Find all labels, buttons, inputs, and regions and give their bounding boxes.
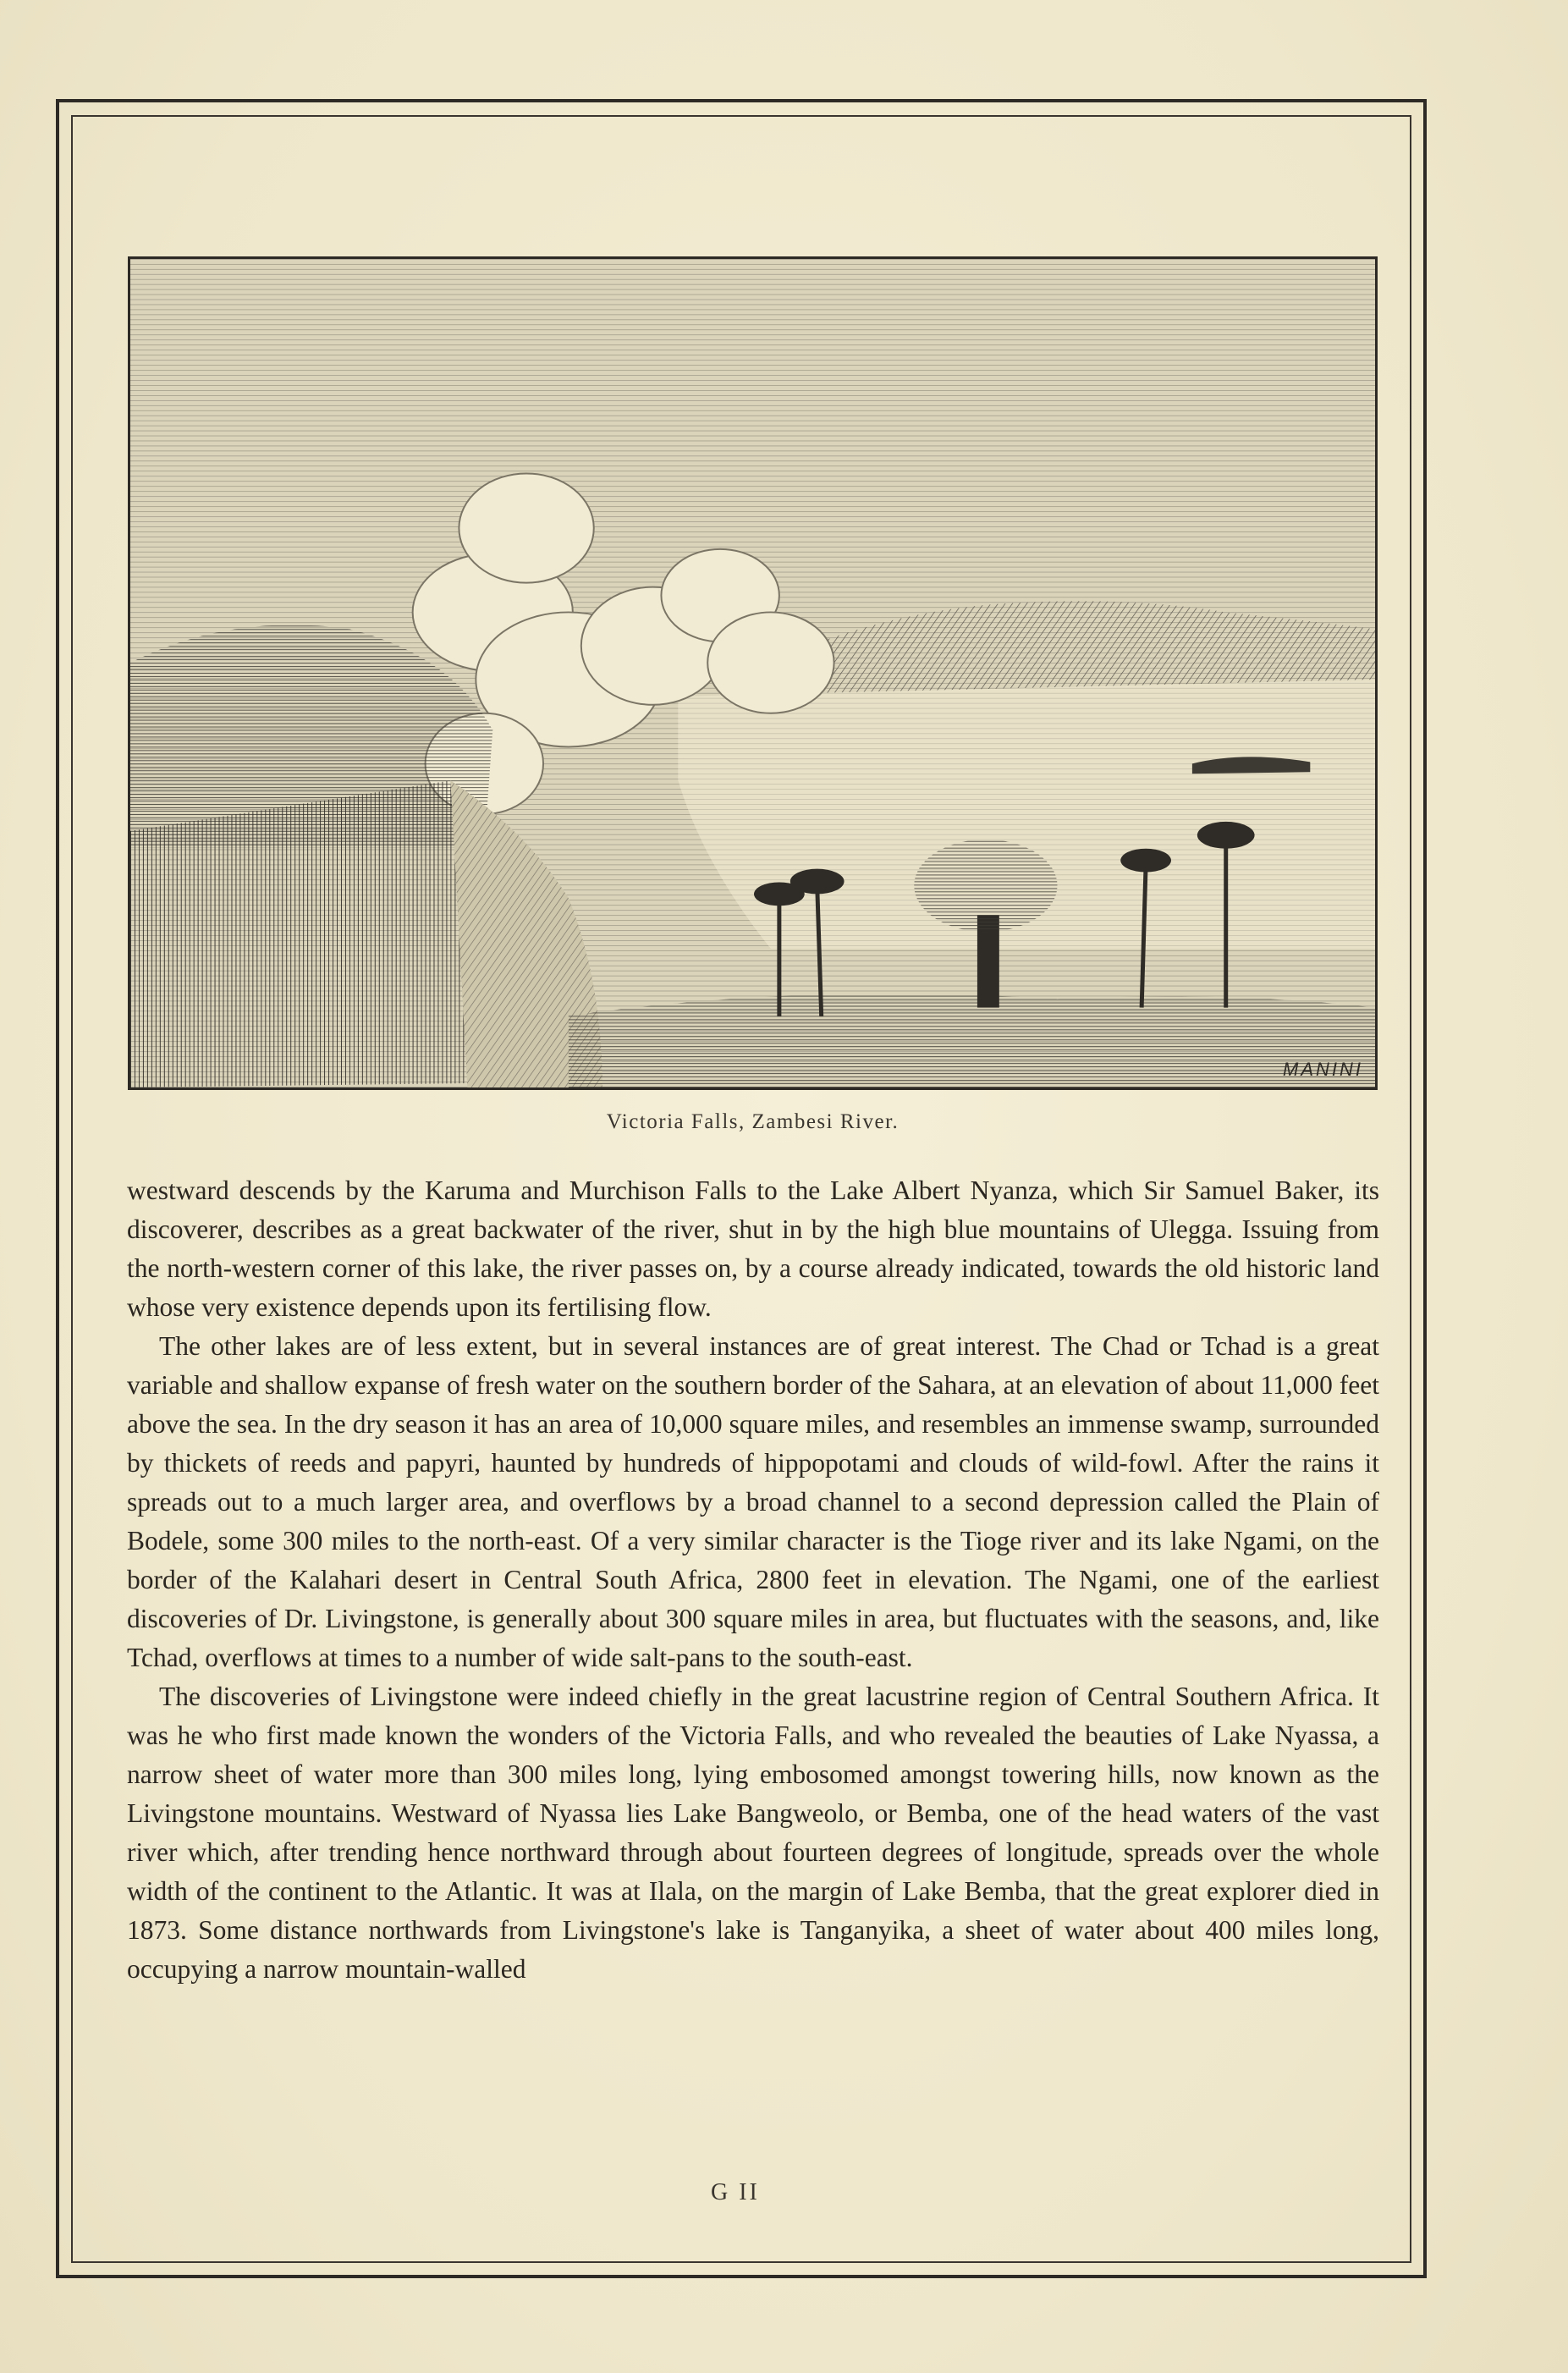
paragraph: westward descends by the Karuma and Murchison Falls to the Lake Albert Nyanza, which Sir Samuel Baker, its discoverer, describes as a great backwater of the river, shut in by the high blue mountains of Ulegga. Issuing from the north-western corner of this lake, the river passes on, by a course already indicated, towards the old historic land whose very existence depends upon its fertilising flow. — [127, 1175, 1379, 1322]
illustration-caption: Victoria Falls, Zambesi River. — [606, 1110, 900, 1133]
body-text — [127, 1171, 1379, 1989]
printer-signature-mark: G II — [711, 2179, 760, 2205]
engraving-illustration — [130, 259, 1375, 1087]
engraver-signature: MANINI — [1283, 1059, 1363, 1080]
paragraph: The discoveries of Livingstone were indeed chiefly in the great lacustrine region of Central Southern Africa. It was he who first made known the wonders of the Victoria Falls, and who revealed the beauties of Lake Nyassa, a narrow sheet of water more than 300 miles long, lying embosomed amongst towering hills, now known as the Livingstone mountains. Westward of Nyassa lies Lake Bangweolo, or Bemba, one of the head waters of the vast river which, after trending hence northward through about fourteen degrees of longitude, spreads over the whole width of the continent to the Atlantic. It was at Ilala, on the margin of Lake Bemba, that the great explorer died in 1873. Some distance northwards from Livingstone's lake is Tanganyika, a sheet of water about 400 miles long, occupying a narrow mountain-walled — [127, 1682, 1379, 1984]
paragraph: The other lakes are of less extent, but in several instances are of great interest. The Chad or Tchad is a great variable and shallow expanse of fresh water on the southern border of the Sahara, at an elevation of about 11,000 feet above the sea. In the dry season it has an area of 10,000 square miles, and resembles an immense swamp, surrounded by thickets of reeds and papyri, haunted by hundreds of hippopotami and clouds of wild-fowl. After the rains it spreads out to a much larger area, and overflows by a broad channel to a second depression called the Plain of Bodele, some 300 miles to the north-east. Of a very similar character is the Tioge river and its lake Ngami, on the border of the Kalahari desert in Central South Africa, 2800 feet in elevation. The Ngami, one of the earliest discoveries of Dr. Livingstone, is generally about 300 square miles in area, but fluctuates with the seasons, and, like Tchad, overflows at times to a number of wide salt-pans to the south-east. — [127, 1331, 1379, 1672]
victoria-falls-engraving — [128, 256, 1378, 1090]
